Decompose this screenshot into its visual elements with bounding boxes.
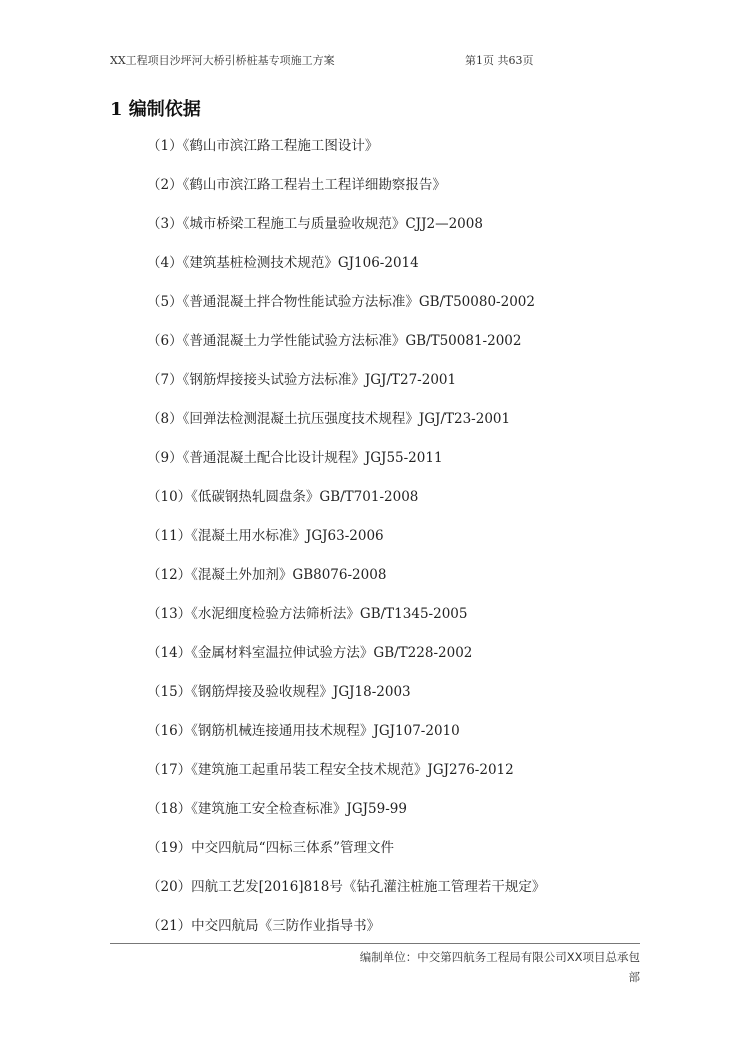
list-item: （18）《建筑施工安全检查标准》JGJ59-99 — [147, 801, 407, 817]
list-item: （12）《混凝土外加剂》GB8076-2008 — [147, 567, 387, 583]
list-item: （3）《城市桥梁工程施工与质量验收规范》CJJ2—2008 — [147, 216, 483, 232]
page-footer — [330, 947, 640, 987]
document-title: XX工程项目沙坪河大桥引桥桩基专项施工方案 — [110, 54, 335, 67]
footer-divider — [110, 943, 640, 944]
list-item: （16）《钢筋机械连接通用技术规程》JGJ107-2010 — [147, 723, 460, 739]
page-header — [110, 52, 640, 68]
list-item: （9）《普通混凝土配合比设计规程》JGJ55-2011 — [147, 450, 443, 466]
list-item: （11）《混凝土用水标准》JGJ63-2006 — [147, 528, 384, 544]
list-item: （20）四航工艺发[2016]818号《钻孔灌注桩施工管理若干规定》 — [147, 879, 546, 895]
list-item: （4）《建筑基桩检测技术规范》GJ106-2014 — [147, 255, 419, 271]
list-item: （14）《金属材料室温拉伸试验方法》GB/T228-2002 — [147, 645, 473, 661]
list-item: （15）《钢筋焊接及验收规程》JGJ18-2003 — [147, 684, 411, 700]
list-item: （17）《建筑施工起重吊装工程安全技术规范》JGJ276-2012 — [147, 762, 514, 778]
page-number: 第1页 共63页 — [465, 54, 534, 67]
list-item: （1）《鹤山市滨江路工程施工图设计》 — [147, 138, 379, 154]
footer-line-1: 编制单位：中交第四航务工程局有限公司XX项目总承包 — [359, 950, 640, 964]
reference-list — [147, 136, 545, 955]
section-heading: 1 编制依据 — [110, 99, 201, 120]
list-item: （10）《低碳钢热轧圆盘条》GB/T701-2008 — [147, 489, 419, 505]
list-item: （19）中交四航局“四标三体系”管理文件 — [147, 840, 394, 856]
list-item: （2）《鹤山市滨江路工程岩土工程详细勘察报告》 — [147, 177, 446, 193]
list-item: （7）《钢筋焊接接头试验方法标准》JGJ/T27-2001 — [147, 372, 457, 388]
list-item: （13）《水泥细度检验方法筛析法》GB/T1345-2005 — [147, 606, 468, 622]
list-item: （8）《回弹法检测混凝土抗压强度技术规程》JGJ/T23-2001 — [147, 411, 511, 427]
list-item: （6）《普通混凝土力学性能试验方法标准》GB/T50081-2002 — [147, 333, 522, 349]
list-item: （5）《普通混凝土拌合物性能试验方法标准》GB/T50080-2002 — [147, 294, 535, 310]
list-item: （21）中交四航局《三防作业指导书》 — [147, 918, 381, 934]
footer-line-2: 部 — [628, 970, 640, 984]
